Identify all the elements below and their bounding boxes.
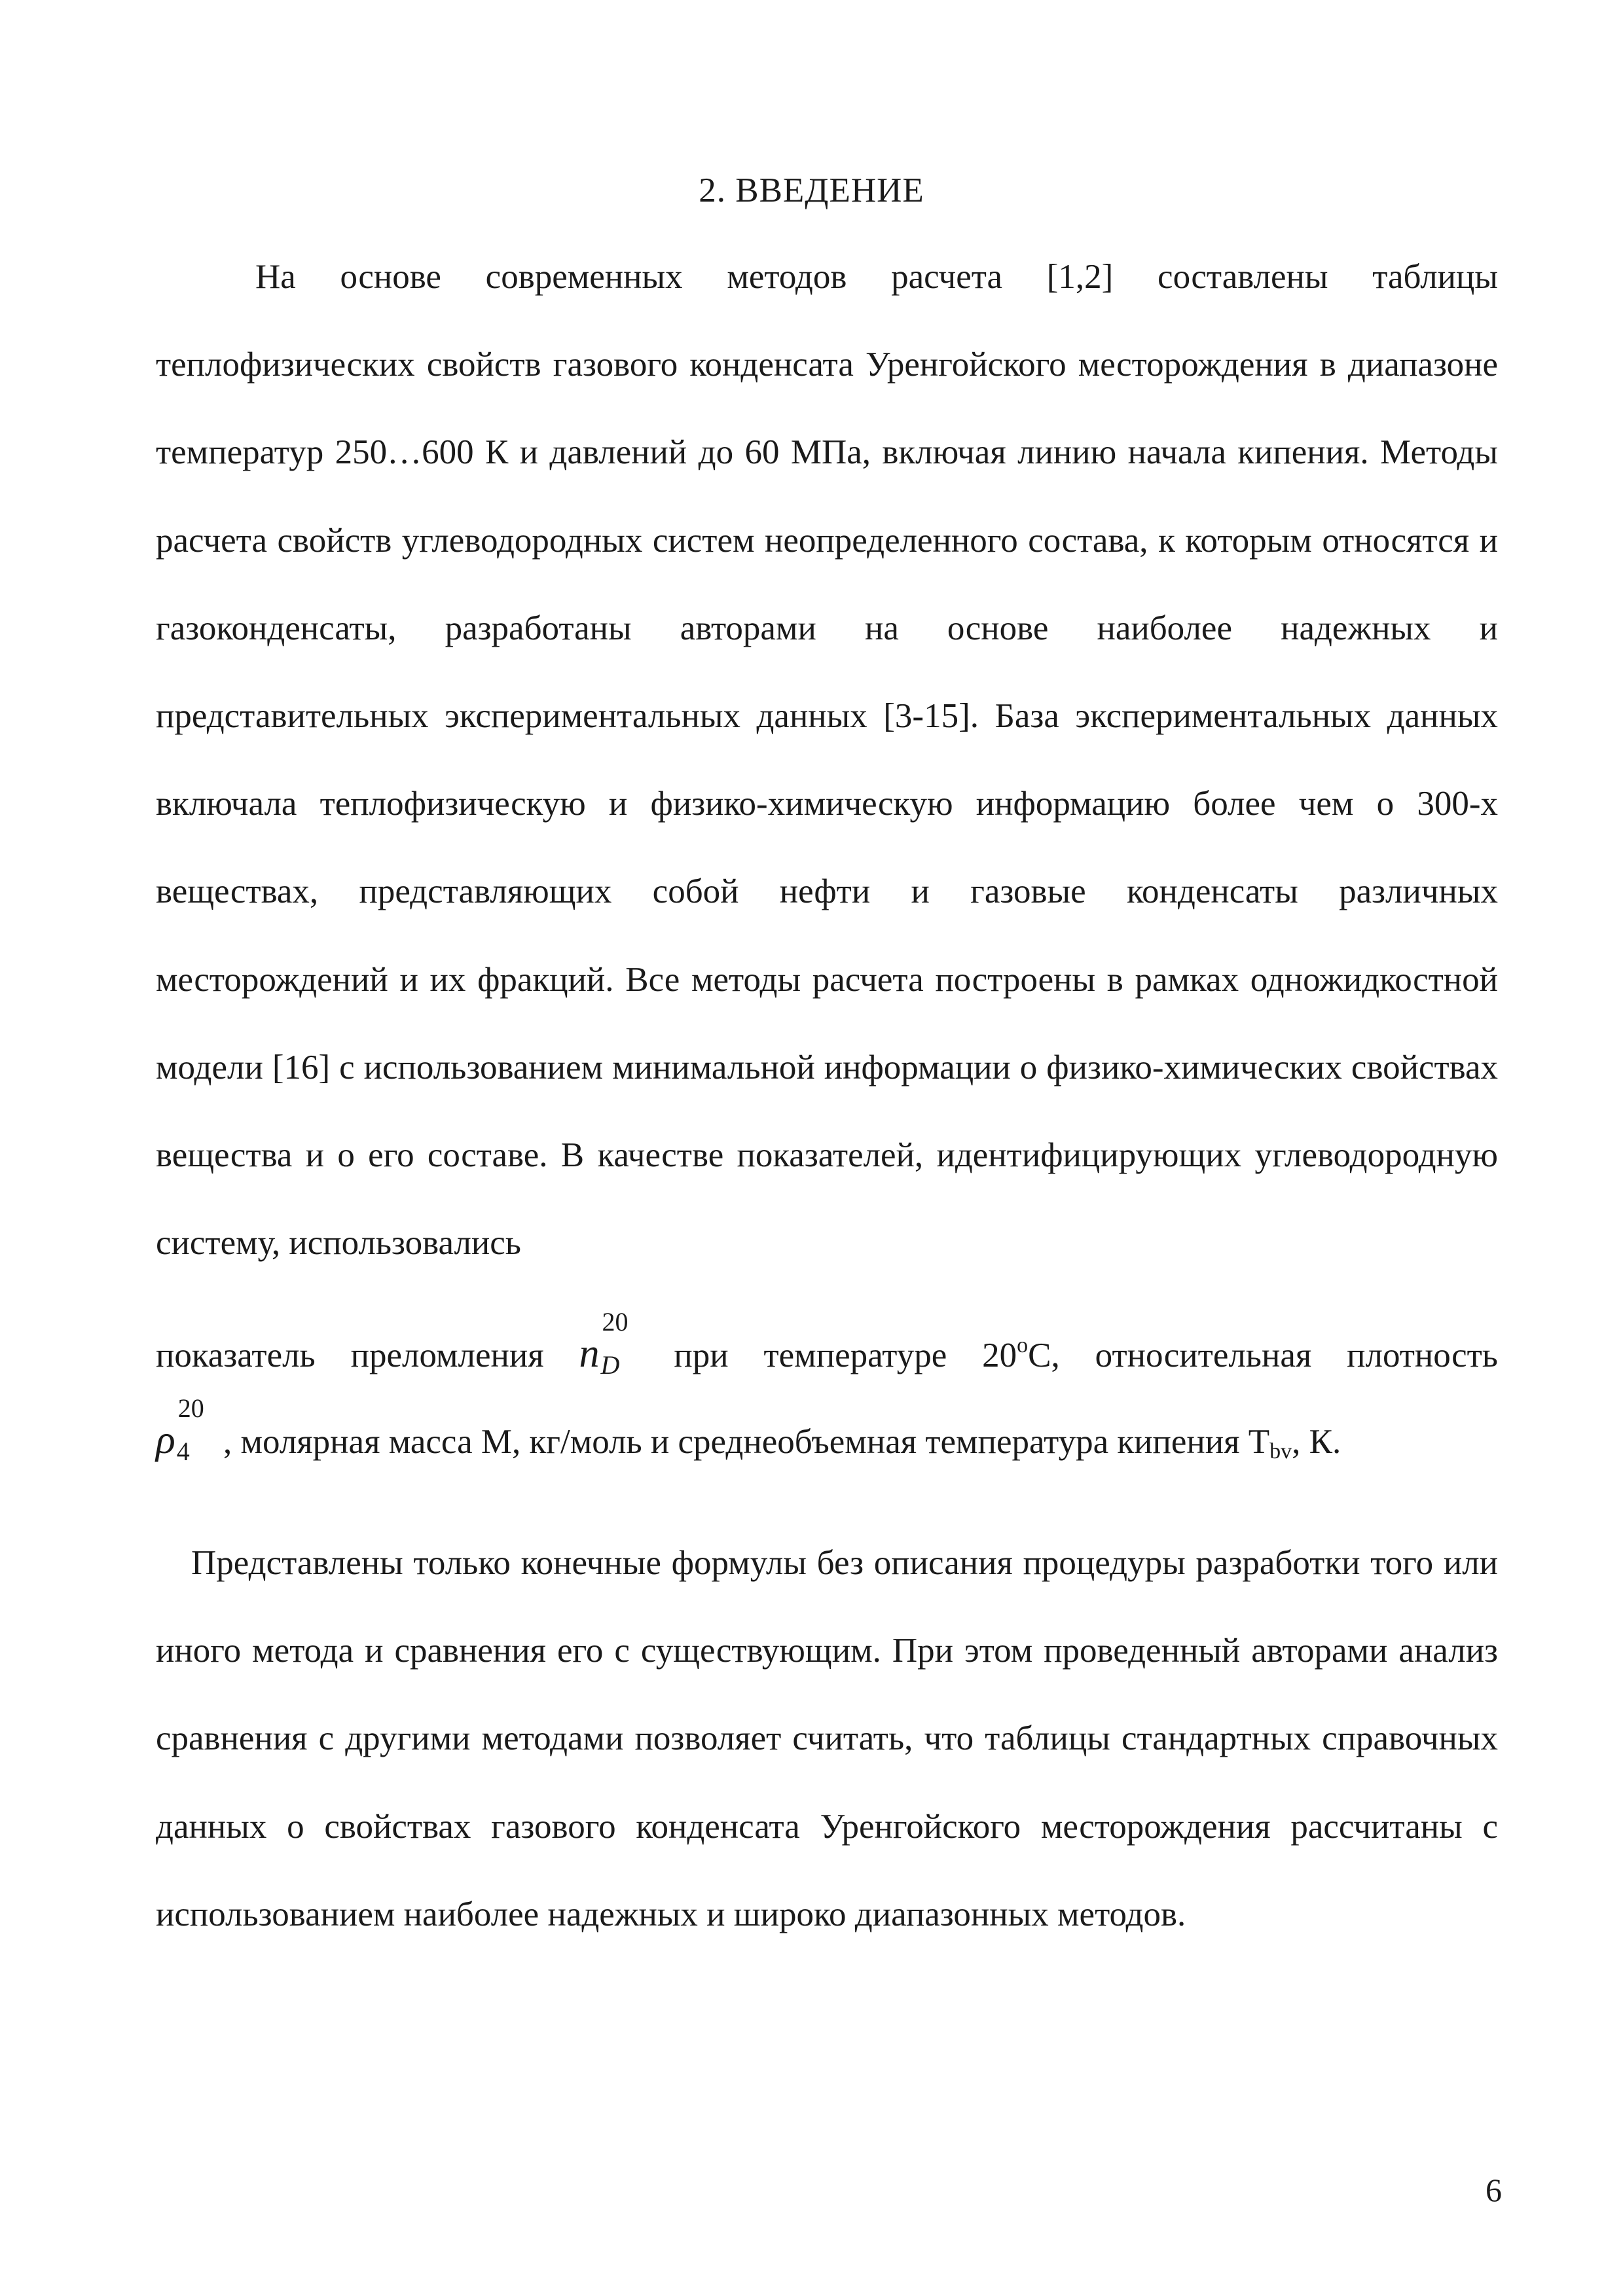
symbol-rho-superscript: 20 <box>177 1393 204 1423</box>
word-temperature: температуре <box>763 1336 947 1374</box>
word-pri: при <box>674 1336 729 1374</box>
symbol-n: n <box>579 1331 600 1376</box>
degree-sign: o <box>1017 1333 1029 1357</box>
intro-paragraph-2: Представлены только конечные формулы без описания процедуры разработки того или иного метода и сравнения его с существующим. При этом проведенный авторами анализ сравнения с другими методами позволяет считать, что таблицы стандартных справочных данных о свойствах газового конденсата Уренгойского месторождения рассчитаны с использованием наиболее надежных и широко диапазонных методов. <box>156 1544 1498 1933</box>
symbol-rho-subscript: 4 <box>176 1437 190 1466</box>
density-line-end: , К. <box>1292 1423 1341 1461</box>
temperature-number: 20 <box>982 1336 1017 1374</box>
word-otnositelnaya: относительная <box>1095 1336 1312 1374</box>
symbol-n-indices <box>599 1307 638 1380</box>
symbol-n-superscript: 20 <box>602 1307 629 1336</box>
temperature-value <box>982 1323 1060 1378</box>
intro-paragraph-1: На основе современных методов расчета [1,2] составлены таблицы теплофизических свойств газового конденсата Уренгойского месторождения в диапазоне температур 250…600 К и давлений до 60 МПа, включая линию начала кипения. Методы расчета свойств углеводородных систем неопределенного состава, к которым относятся и газоконденсаты, разработаны авторами на основе наиболее надежных и представительных экспериментальных данных [3-15]. База экспериментальных данных включала теплофизическую и физико-химическую информацию более чем о 300-х веществах, представляющих собой нефти и газовые конденсаты различных месторождений и их фракций. Все методы расчета построены в рамках одножидкостной модели [16] с использованием минимальной информации о физико-химических свойствах вещества и о его составе. В качестве показателей, идентифицирующих углеводородную систему, использовались <box>156 258 1498 1263</box>
density-symbol <box>156 1393 215 1466</box>
density-line-text: , молярная масса М, кг/моль и среднеобъемная температура кипения T <box>214 1423 1270 1461</box>
symbol-n-subscript: D <box>600 1350 620 1380</box>
symbol-rho-indices <box>175 1393 215 1466</box>
formula-line-refractive-index <box>156 1307 1498 1380</box>
temperature-unit: C, <box>1028 1336 1060 1374</box>
word-pokazatel: показатель <box>156 1336 316 1374</box>
formula-line-density <box>156 1393 1498 1475</box>
word-plotnost: плотность <box>1347 1336 1498 1374</box>
page-number: 6 <box>1486 2172 1502 2208</box>
symbol-rho: ρ <box>156 1418 175 1462</box>
section-heading: 2. ВВЕДЕНИЕ <box>699 171 924 209</box>
word-prelomleniya: преломления <box>350 1336 544 1374</box>
refractive-index-symbol <box>579 1307 638 1380</box>
boiling-temp-subscript: bv <box>1269 1439 1292 1463</box>
